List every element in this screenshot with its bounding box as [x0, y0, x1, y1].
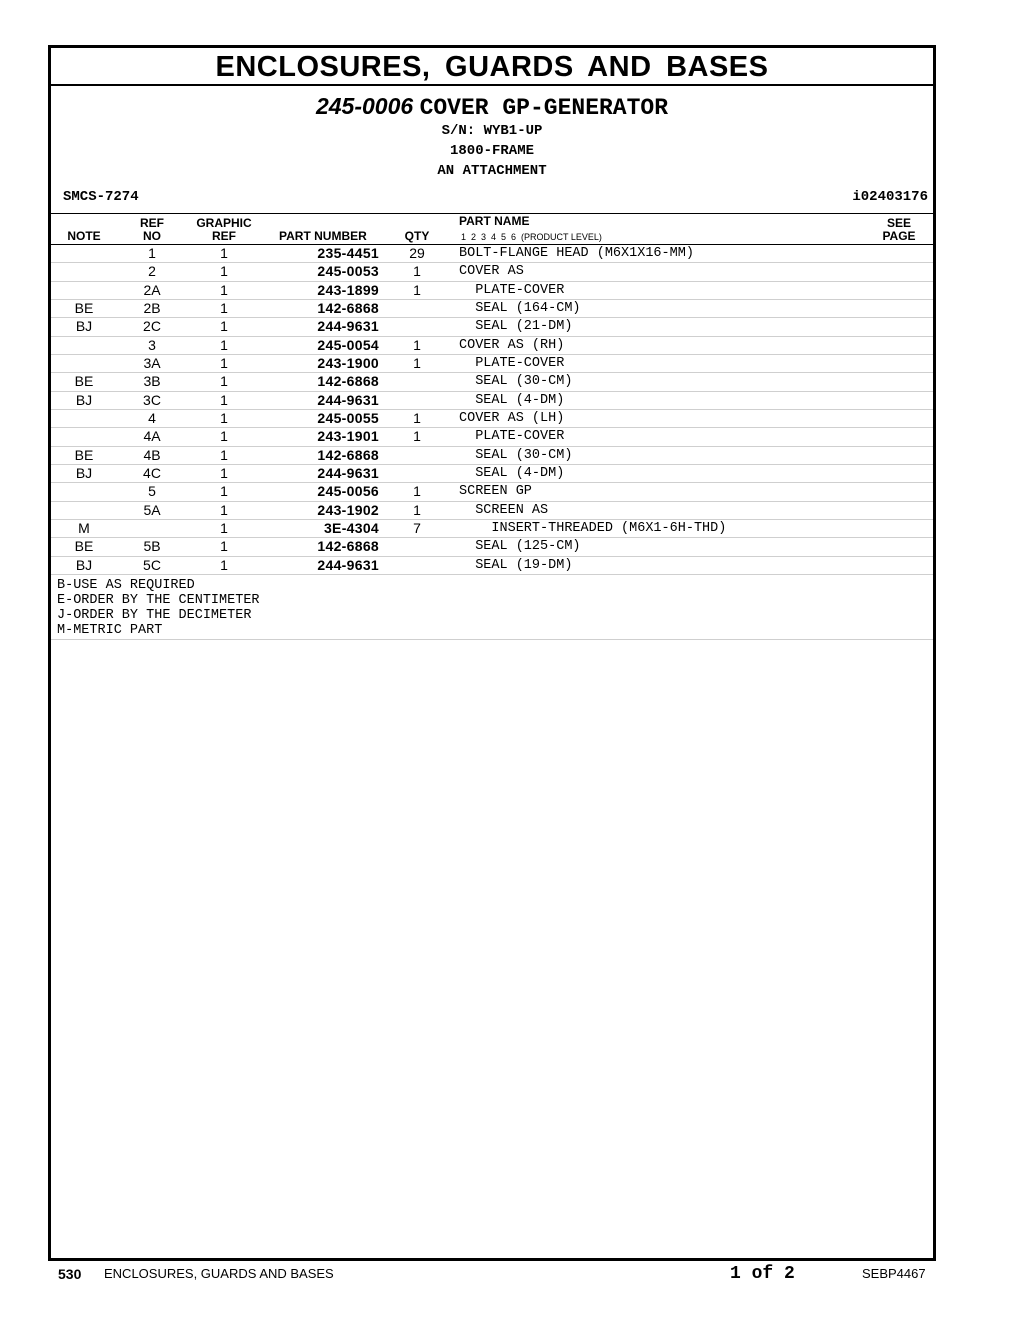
table-row — [51, 355, 933, 373]
row-note: M — [78, 519, 90, 536]
row-part-name: SEAL (4-DM) — [459, 392, 565, 408]
parts-table — [51, 245, 933, 575]
row-note: BJ — [75, 556, 93, 573]
row-part-name: COVER AS (LH) — [459, 410, 565, 426]
notes-legend — [51, 575, 933, 640]
row-part-name: PLATE-COVER — [459, 429, 565, 445]
col-graphic-top: GRAPHIC — [196, 216, 252, 230]
row-qty: 29 — [409, 245, 425, 261]
row-ref: 1 — [148, 245, 156, 261]
row-part-name: BOLT-FLANGE HEAD (M6X1X16-MM) — [459, 246, 694, 261]
row-part-number: 245-0055 — [317, 409, 379, 426]
table-row — [51, 245, 933, 263]
column-header — [51, 214, 933, 245]
row-ref: 5A — [143, 501, 161, 518]
col-see-bottom: PAGE — [882, 229, 916, 243]
row-part-number: 243-1899 — [317, 281, 379, 298]
table-row — [51, 557, 933, 575]
attachment-label: AN ATTACHMENT — [437, 163, 547, 179]
page-number: 530 — [58, 1266, 82, 1282]
illustration-id: i02403176 — [852, 189, 928, 205]
row-qty: 1 — [413, 354, 421, 371]
row-graphic-ref: 1 — [220, 354, 228, 371]
row-graphic-ref: 1 — [220, 409, 228, 426]
row-part-number: 243-1902 — [317, 501, 379, 518]
row-ref: 2C — [143, 318, 161, 335]
smcs-code: SMCS-7274 — [63, 189, 139, 205]
row-graphic-ref: 1 — [220, 281, 228, 298]
row-qty: 1 — [413, 483, 421, 500]
col-note: NOTE — [67, 229, 101, 243]
table-row — [51, 502, 933, 520]
row-part-name: SEAL (21-DM) — [459, 319, 573, 335]
frame-label: 1800-FRAME — [449, 143, 534, 159]
row-ref: 2 — [148, 263, 156, 280]
table-row — [51, 520, 933, 538]
row-part-number: 245-0056 — [317, 483, 379, 500]
table-row — [51, 428, 933, 446]
row-ref: 3C — [143, 391, 161, 408]
row-part-number: 244-9631 — [317, 464, 379, 481]
row-graphic-ref: 1 — [220, 373, 228, 390]
table-row — [51, 373, 933, 391]
row-part-number: 245-0054 — [317, 336, 379, 353]
row-note: BJ — [75, 318, 93, 335]
row-part-name: SEAL (30-CM) — [459, 374, 573, 390]
row-qty: 1 — [413, 281, 421, 298]
row-part-number: 235-4451 — [317, 245, 379, 261]
row-ref: 3A — [143, 354, 161, 371]
row-part-number: 142-6868 — [317, 538, 379, 555]
row-ref: 5 — [148, 483, 156, 500]
row-ref: 5C — [143, 556, 161, 573]
table-row — [51, 282, 933, 300]
row-qty: 1 — [413, 263, 421, 280]
row-qty: 1 — [413, 336, 421, 353]
row-part-name: INSERT-THREADED (M6X1-6H-THD) — [459, 520, 727, 536]
group-header — [51, 86, 933, 214]
col-product-levels: 1 2 3 4 5 6 (PRODUCT LEVEL) — [461, 232, 602, 242]
doc-number: SEBP4467 — [862, 1266, 926, 1281]
row-graphic-ref: 1 — [220, 391, 228, 408]
row-ref: 2B — [143, 299, 161, 316]
row-part-number: 142-6868 — [317, 299, 379, 316]
row-graphic-ref: 1 — [220, 501, 228, 518]
note-e: E-ORDER BY THE CENTIMETER — [57, 592, 260, 608]
row-part-number: 244-9631 — [317, 391, 379, 408]
row-part-number: 244-9631 — [317, 318, 379, 335]
row-ref: 4 — [148, 409, 156, 426]
row-part-number: 3E-4304 — [323, 519, 379, 536]
group-part-number: 245-0006 — [315, 93, 414, 119]
row-graphic-ref: 1 — [220, 245, 228, 261]
table-row — [51, 318, 933, 336]
row-note: BE — [74, 446, 94, 463]
row-part-number: 243-1901 — [317, 428, 379, 445]
row-note: BE — [74, 299, 94, 316]
row-part-name: SCREEN AS — [459, 502, 549, 518]
row-graphic-ref: 1 — [220, 336, 228, 353]
row-note: BE — [74, 373, 94, 390]
col-see-top: SEE — [886, 216, 911, 230]
group-title — [51, 92, 933, 122]
table-row — [51, 447, 933, 465]
row-part-name: SEAL (4-DM) — [459, 465, 565, 481]
row-part-name: PLATE-COVER — [459, 282, 565, 298]
row-part-number: 244-9631 — [317, 556, 379, 573]
row-part-name: COVER AS — [459, 264, 524, 280]
row-note: BJ — [75, 464, 93, 481]
row-qty: 1 — [413, 409, 421, 426]
note-b: B-USE AS REQUIRED — [57, 577, 195, 593]
page-of: 1 of 2 — [730, 1264, 795, 1284]
row-ref: 4C — [143, 464, 161, 481]
row-qty: 7 — [413, 519, 421, 536]
row-ref: 4B — [143, 446, 161, 463]
row-graphic-ref: 1 — [220, 483, 228, 500]
row-graphic-ref: 1 — [220, 538, 228, 555]
row-graphic-ref: 1 — [220, 556, 228, 573]
table-row — [51, 300, 933, 318]
section-title: ENCLOSURES, GUARDS AND BASES — [51, 48, 933, 86]
row-qty: 1 — [413, 428, 421, 445]
table-row — [51, 483, 933, 501]
table-row — [51, 337, 933, 355]
col-part-name: PART NAME — [459, 214, 530, 228]
row-part-name: SCREEN GP — [459, 484, 532, 500]
row-graphic-ref: 1 — [220, 519, 228, 536]
row-part-name: SEAL (164-CM) — [459, 300, 581, 316]
table-row — [51, 392, 933, 410]
col-ref-bottom: NO — [143, 229, 161, 243]
row-part-number: 243-1900 — [317, 354, 379, 371]
row-ref: 3B — [143, 373, 161, 390]
row-part-name: COVER AS (RH) — [459, 337, 565, 353]
row-part-name: SEAL (30-CM) — [459, 447, 573, 463]
row-qty: 1 — [413, 501, 421, 518]
row-part-number: 142-6868 — [317, 446, 379, 463]
row-note: BJ — [75, 391, 93, 408]
row-ref: 3 — [148, 336, 156, 353]
row-graphic-ref: 1 — [220, 299, 228, 316]
table-row — [51, 410, 933, 428]
table-row — [51, 465, 933, 483]
row-graphic-ref: 1 — [220, 428, 228, 445]
group-part-name: COVER GP-GENERATOR — [419, 95, 669, 121]
row-graphic-ref: 1 — [220, 263, 228, 280]
row-part-number: 245-0053 — [317, 263, 379, 280]
note-j: J-ORDER BY THE DECIMETER — [57, 607, 252, 623]
row-graphic-ref: 1 — [220, 318, 228, 335]
parts-page-frame — [48, 45, 936, 1261]
row-part-number: 142-6868 — [317, 373, 379, 390]
table-row — [51, 263, 933, 281]
page-footer — [0, 1262, 1020, 1286]
col-qty: QTY — [404, 229, 430, 243]
col-part-number: PART NUMBER — [279, 229, 367, 243]
footer-section: ENCLOSURES, GUARDS AND BASES — [104, 1266, 334, 1281]
table-row — [51, 538, 933, 556]
note-m: M-METRIC PART — [57, 622, 163, 638]
col-graphic-bottom: REF — [212, 229, 236, 243]
row-ref: 5B — [143, 538, 161, 555]
row-note: BE — [74, 538, 94, 555]
col-ref-top: REF — [140, 216, 164, 230]
row-part-name: SEAL (125-CM) — [459, 539, 581, 555]
row-graphic-ref: 1 — [220, 464, 228, 481]
row-ref: 2A — [143, 281, 161, 298]
serial-number: S/N: WYB1-UP — [441, 123, 543, 139]
row-ref: 4A — [143, 428, 161, 445]
row-part-name: SEAL (19-DM) — [459, 557, 573, 573]
row-part-name: PLATE-COVER — [459, 355, 565, 371]
row-graphic-ref: 1 — [220, 446, 228, 463]
